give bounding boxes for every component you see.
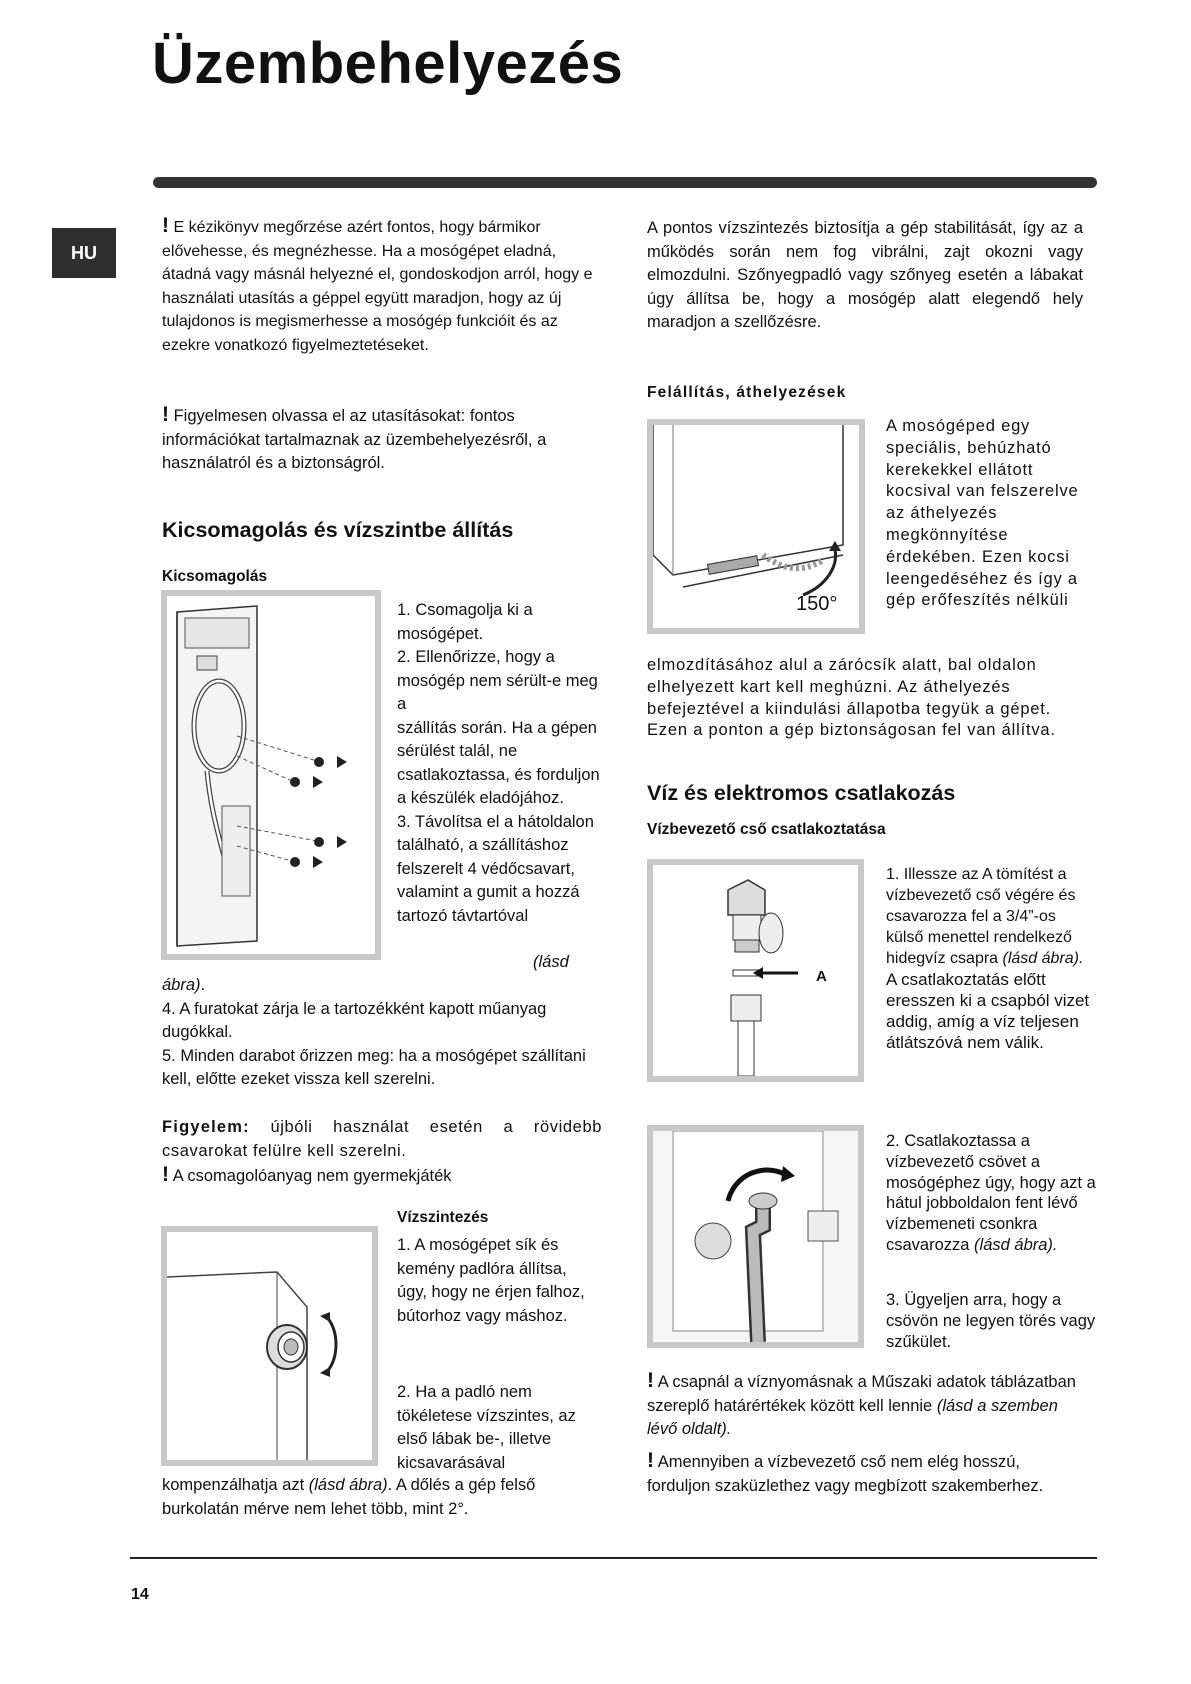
language-tab: HU — [52, 228, 116, 278]
gasket-label-a: A — [816, 968, 827, 985]
warning-icon: ! — [162, 214, 169, 237]
inlet-step-3: 3. Ügyeljen arra, hogy a csövön ne legyen törés vagy szűkület. — [886, 1291, 1096, 1351]
inlet-step-1a: 1. Illessze az A tömítést a vízbevezető cső végére és csavarozza fel a 3/4”-os külső menettel rendelkező hidegvíz csapra — [886, 866, 1076, 967]
attention-note — [162, 1116, 602, 1189]
section-heading-water: Víz és elektromos csatlakozás — [647, 781, 956, 805]
leveling-intro: A pontos vízszintezés biztosítja a gép stabilitását, így az a működés során nem fog vibrálni, zajt okozni vagy elmozdulni. Szőnyegpadló vagy szőnyeg esetén a lábakat úgy állítsa be, hogy a mosógép alatt elegendő hely maradjon a szellőzésre. — [647, 219, 1083, 331]
page-number: 14 — [131, 1586, 149, 1603]
moving-cont-text: elmozdításához alul a zárócsík alatt, bal oldalon elhelyezett kart kell meghúzni. Az áthelyezés befejeztével a kiindulási állapotba tegyük a gépet. Ezen a ponton a gép biztonságosan fel van állítva. — [647, 656, 1056, 740]
title-rule — [153, 177, 1097, 188]
leveling-cont-b: . A dőlés a gép felső burkolatán mérve nem lehet több, mint 2°. — [162, 1476, 536, 1518]
packaging-note: A csomagolóanyag nem gyermekjáték — [172, 1167, 452, 1185]
inlet-connection-illustration — [653, 1131, 858, 1342]
see-figure-end: ábra) — [162, 976, 201, 994]
attention-label: Figyelem: — [162, 1118, 250, 1136]
unpacking-figure — [161, 590, 381, 960]
inlet-step-1-ref: (lásd ábra). — [1002, 950, 1084, 967]
note-1-text: E kézikönyv megőrzése azért fontos, hogy bármikor elővehesse, és megnézhesse. Ha a mosógépet eladná, átadná vagy másnál helyezné el, gondoskodjon arról, hogy e használati utasítás a géppel együtt maradjon, hogy az új tulajdonos is megismerhesse a mosógép funkcióit és az ezekre vonatkozó figyelmeztetéseket. — [162, 219, 593, 354]
unpacking-steps-side: 1. Csomagolja ki a mosógépet. 2. Ellenőrizze, hogy a mosógép nem sérült-e meg a szállítás során. Ha a gépen sérülést talál, ne csatlakoztassa, és forduljon a készülék eladójához. 3. Távolítsa el a hátoldalon található, a szállításhoz felszerelt 4 védőcsavart, valamint a gumit a hozzá tartozó távtartóval — [397, 601, 600, 925]
angle-label: 150° — [796, 593, 838, 615]
leveling-heading: Vízszintezés — [397, 1209, 489, 1226]
pressure-note-text: A csapnál a víznyomásnak a Műszaki adatok táblázatban szereplő határértékek között kell lennie — [647, 1373, 1076, 1415]
hose-length-note — [647, 1449, 1083, 1498]
pressure-note-ref: (lásd a szemben lévő oldalt). — [647, 1396, 1058, 1438]
step-5: 5. Minden darabot őrizzen meg: ha a mosógépet szállítani kell, előtte ezeket vissza kell szerelni. — [162, 1046, 586, 1088]
inlet-step-2-ref: (lásd ábra). — [974, 1235, 1058, 1254]
hose-note-text: Amennyiben a vízbevezető cső nem elég hosszú, forduljon szaküzlethez vagy megbízott szakemberhez. — [647, 1453, 1044, 1495]
bottom-rule — [130, 1557, 1097, 1559]
leveling-step-2-side: 2. Ha a padló nem tökéletese vízszintes, az első lábak be-, illetve kicsavarásával — [397, 1383, 576, 1472]
inlet-step-2 — [886, 1131, 1096, 1256]
page-title: Üzembehelyezés — [152, 31, 624, 96]
unpacking-steps-cont: ábra). 4. A furatokat zárja le a tartozékként kapott műanyag dugókkal. 5. Minden darabot őrizzen meg: ha a mosógépet szállítani kell, előtte ezeket vissza kell szerelni. — [162, 974, 602, 1092]
leveling-foot-illustration — [167, 1232, 372, 1460]
leveling-step-2-cont — [162, 1474, 602, 1521]
pressure-note — [647, 1369, 1083, 1442]
warning-icon: ! — [162, 403, 169, 426]
tap-figure — [647, 859, 864, 1082]
see-figure-text: (lásd — [533, 953, 569, 971]
warning-icon: ! — [162, 1163, 169, 1186]
inlet-figure — [647, 1125, 864, 1348]
warning-icon: ! — [647, 1369, 654, 1392]
attention-text: újbóli használat esetén a rövidebb csavarokat felülre kell szerelni. — [162, 1118, 603, 1160]
leveling-cont-a: kompenzálhatja azt — [162, 1476, 305, 1494]
warning-icon: ! — [647, 1449, 654, 1472]
intro-note-2 — [162, 403, 602, 476]
note-2-text: Figyelmesen olvassa el az utasításokat: fontos információkat tartalmaznak az üzembehelyezésről, a használatról és a biztonságról. — [162, 407, 547, 472]
moving-figure — [647, 419, 865, 634]
unpacking-heading: Kicsomagolás — [162, 568, 268, 585]
machine-back-illustration — [167, 596, 375, 954]
tap-hose-illustration — [653, 865, 858, 1076]
see-figure-ref — [533, 951, 569, 975]
moving-side-text: A mosógéped egy speciális, behúzható kerekekkel ellátott kocsival van felszerelve az áthelyezés megkönnyítése érdekében. Ezen kocsi leengedéséhez és így a gép erőfeszítés nélküli — [886, 417, 1079, 610]
moving-heading: Felállítás, áthelyezések — [647, 384, 847, 401]
leveling-step-1: 1. A mosógépet sík és kemény padlóra állítsa, úgy, hogy ne érjen falhoz, bútorhoz vagy máshoz. — [397, 1236, 585, 1325]
section-heading-unpacking: Kicsomagolás és vízszintbe állítás — [162, 518, 514, 542]
inlet-step-2-text: 2. Csatlakoztassa a vízbevezető csövet a mosógéphez úgy, hogy azt a hátul jobboldalon fent lévő vízbemeneti csonkra csavarozza — [886, 1132, 1096, 1254]
inlet-step-1 — [886, 864, 1096, 1053]
inlet-heading: Vízbevezető cső csatlakoztatása — [647, 821, 886, 838]
intro-note-1 — [162, 214, 602, 357]
leveling-ref: (lásd ábra) — [308, 1476, 388, 1494]
inlet-step-1b: A csatlakoztatás előtt eresszen ki a csapból vizet addig, amíg a víz teljesen átlátszóvá nem válik. — [886, 970, 1090, 1052]
step-4: 4. A furatokat zárja le a tartozékként kapott műanyag dugókkal. — [162, 999, 547, 1041]
leveling-figure — [161, 1226, 378, 1466]
